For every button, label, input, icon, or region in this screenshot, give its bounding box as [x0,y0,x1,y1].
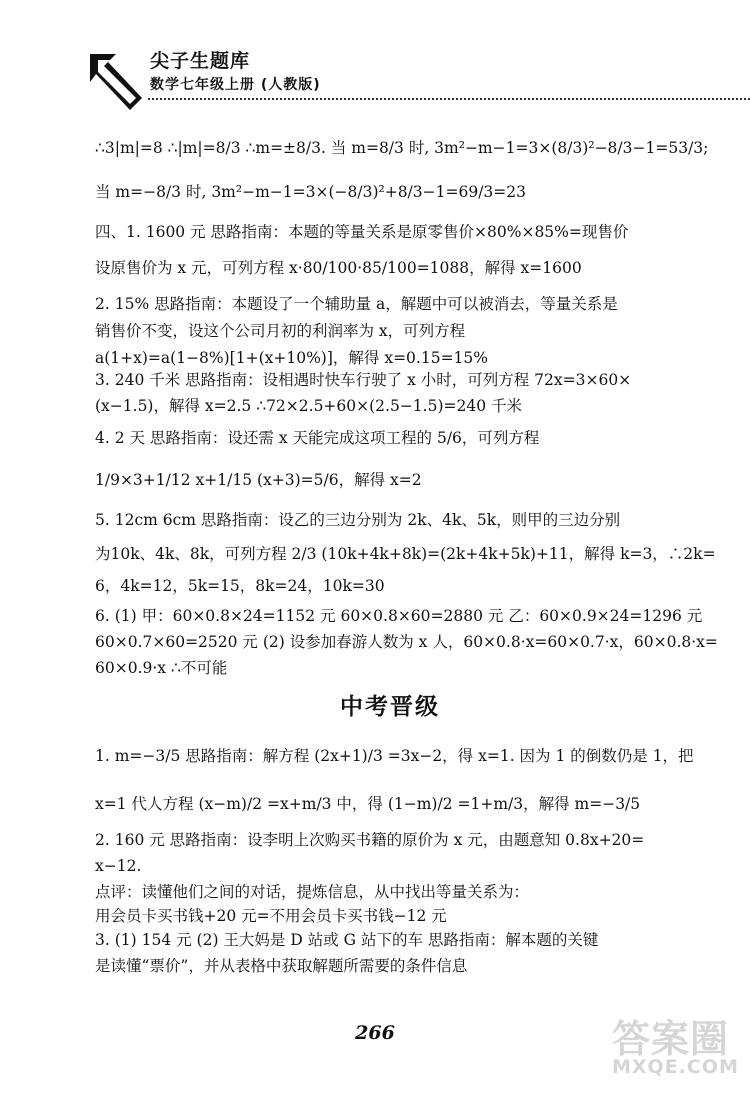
book-title: 尖子生题库 [150,50,251,72]
text-line: x−12. [95,857,142,875]
text-line: 4. 2 天 思路指南：设还需 x 天能完成这项工程的 5/6，可列方程 [95,429,540,447]
text-line: 60×0.7×60=2520 元 (2) 设参加春游人数为 x 人，60×0.8·x=60×0.7·x，60×0.8·x= [95,633,718,651]
text-line: 用会员卡买书钱+20 元=不用会员卡买书钱−12 元 [95,907,447,925]
text-line: 1/9×3+1/12 x+1/15 (x+3)=5/6，解得 x=2 [95,471,422,489]
header-divider [148,98,750,100]
text-line: a(1+x)=a(1−8%)[1+(x+10%)]，解得 x=0.15=15% [95,349,489,367]
watermark-url: MXQE.COM [612,1056,739,1078]
text-line: 6，4k=12，5k=15，8k=24，10k=30 [95,577,385,595]
arrow-logo-icon [86,50,146,114]
text-line: 3. 240 千米 思路指南：设相遇时快车行驶了 x 小时，可列方程 72x=3×60× [95,371,632,389]
text-line: (x−1.5)，解得 x=2.5 ∴72×2.5+60×(2.5−1.5)=240 千米 [95,397,523,415]
page-number: 266 [355,1022,395,1044]
text-line: 2. 160 元 思路指南：设李明上次购买书籍的原价为 x 元，由题意知 0.8x+20= [95,831,645,849]
watermark-logo [612,1008,742,1088]
section-title: 中考晋级 [340,694,440,720]
text-line: 四、1. 1600 元 思路指南：本题的等量关系是原零售价×80%×85%=现售价 [95,223,629,241]
text-line: 当 m=−8/3 时, 3m²−m−1=3×(−8/3)²+8/3−1=69/3=23 [95,183,526,201]
text-line: 销售价不变，设这个公司月初的利润率为 x，可列方程 [95,322,466,340]
watermark-text: 答案圈 [612,1017,730,1061]
text-line: 点评：读懂他们之间的对话，提炼信息，从中找出等量关系为： [95,883,530,901]
text-line: 是读懂“票价”，并从表格中获取解题所需要的条件信息 [95,957,468,975]
book-subtitle: 数学七年级上册 (人教版) [150,77,321,93]
text-line: 5. 12cm 6cm 思路指南：设乙的三边分别为 2k、4k、5k，则甲的三边分别 [95,511,621,529]
text-line: ∴3|m|=8 ∴|m|=8/3 ∴m=±8/3. 当 m=8/3 时, 3m²−m−1=3×(8/3)²−8/3−1=53/3; [95,139,709,157]
text-line: 3. (1) 154 元 (2) 王大妈是 D 站或 G 站下的车 思路指南：解本题的关键 [95,931,599,949]
text-line: 为10k、4k、8k，可列方程 2/3 (10k+4k+8k)=(2k+4k+5k)+11，解得 k=3，∴2k= [95,545,716,563]
text-line: 设原售价为 x 元，可列方程 x·80/100·85/100=1088，解得 x=1600 [95,259,582,277]
text-line: 2. 15% 思路指南：本题设了一个辅助量 a，解题中可以被消去，等量关系是 [95,295,618,313]
text-line: x=1 代人方程 (x−m)/2 =x+m/3 中，得 (1−m)/2 =1+m/3，解得 m=−3/5 [95,795,641,813]
text-line: 6. (1) 甲：60×0.8×24=1152 元 60×0.8×60=2880 元 乙：60×0.9×24=1296 元 [95,607,703,625]
text-line: 1. m=−3/5 思路指南：解方程 (2x+1)/3 =3x−2，得 x=1. 因为 1 的倒数仍是 1，把 [95,747,694,765]
book-header [78,32,718,122]
text-line: 60×0.9·x ∴不可能 [95,659,228,677]
